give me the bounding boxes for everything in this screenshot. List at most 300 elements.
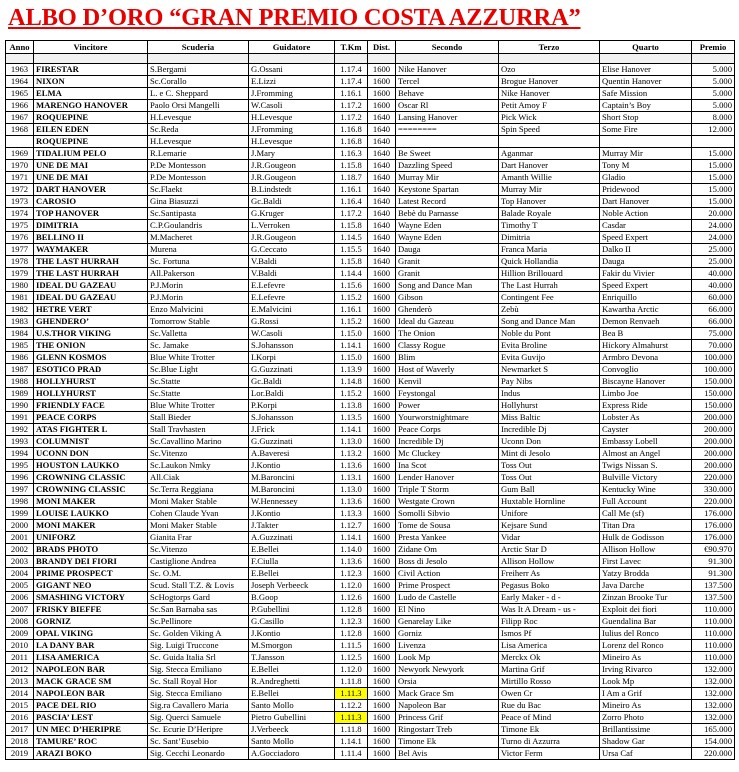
cell-stable: Paolo Orsi Mangelli	[148, 100, 249, 112]
cell-prize: €90.970	[692, 544, 735, 556]
cell-fourth: Twigs Nissan S.	[600, 460, 692, 472]
table-row	[6, 652, 735, 664]
cell-time: 1.11.3	[335, 688, 368, 700]
cell-second: Look Mp	[396, 652, 499, 664]
table-row	[6, 592, 735, 604]
cell-fourth: Casdar	[600, 220, 692, 232]
cell-winner: HOLLYHURST	[34, 388, 148, 400]
cell-distance: 1600	[368, 364, 396, 376]
cell-stable: All.Ciak	[148, 472, 249, 484]
cell-driver: E.Bellei	[249, 544, 335, 556]
cell-stable: C.P.Goulandris	[148, 220, 249, 232]
cell-year: 2016	[6, 712, 34, 724]
cell-second: Civil Action	[396, 568, 499, 580]
cell-distance: 1600	[368, 580, 396, 592]
cell-fourth: Yatzy Brodda	[600, 568, 692, 580]
cell-driver: J.Kontio	[249, 508, 335, 520]
cell-third: Uconn Don	[499, 436, 600, 448]
cell-driver: J.Kontio	[249, 628, 335, 640]
cell-time: 1.15.2	[335, 388, 368, 400]
cell-second: Ludo de Castelle	[396, 592, 499, 604]
cell-driver: E.Bellei	[249, 664, 335, 676]
cell-prize: 110.000	[692, 604, 735, 616]
cell-second: Song and Dance Man	[396, 280, 499, 292]
cell-prize: 15.000	[692, 184, 735, 196]
cell-distance: 1640	[368, 208, 396, 220]
cell-winner: TOP HANOVER	[34, 208, 148, 220]
cell-third: The Last Hurrah	[499, 280, 600, 292]
cell-driver: G.Ceccato	[249, 244, 335, 256]
cell-third: Was It A Dream - us -	[499, 604, 600, 616]
cell-time: 1.12.3	[335, 616, 368, 628]
cell-second: Triple T Storm	[396, 484, 499, 496]
cell-fourth: Call Me (sf)	[600, 508, 692, 520]
cell-time: 1.12.0	[335, 664, 368, 676]
cell-time: 1.12.3	[335, 568, 368, 580]
cell-fourth: Bea B	[600, 328, 692, 340]
cell-stable: R.Lemarie	[148, 148, 249, 160]
cell-driver: L.Verroken	[249, 220, 335, 232]
cell-prize: 70.000	[692, 340, 735, 352]
cell-third: Incredible Dj	[499, 424, 600, 436]
cell-fourth: Noble Action	[600, 208, 692, 220]
cell-year: 1974	[6, 208, 34, 220]
cell-fourth: Cayster	[600, 424, 692, 436]
table-row	[6, 448, 735, 460]
cell-third: Ismos Pf	[499, 628, 600, 640]
cell-distance: 1600	[368, 664, 396, 676]
cell-second: Prime Prospect	[396, 580, 499, 592]
cell-winner: LA DANY BAR	[34, 640, 148, 652]
cell-stable: Blue White Trotter	[148, 352, 249, 364]
cell-winner: ROQUEPINE	[34, 112, 148, 124]
cell-fourth: Iulius del Ronco	[600, 628, 692, 640]
cell-second: Lender Hanover	[396, 472, 499, 484]
cell-third: Nike Hanover	[499, 88, 600, 100]
cell-fourth: Murray Mir	[600, 148, 692, 160]
cell-driver: S.Johansson	[249, 340, 335, 352]
cell-second: Blim	[396, 352, 499, 364]
table-row	[6, 700, 735, 712]
cell-driver: J.Fromming	[249, 124, 335, 136]
cell-stable: M.Macheret	[148, 232, 249, 244]
cell-driver: G.Ossani	[249, 64, 335, 76]
cell-time: 1.15.8	[335, 220, 368, 232]
spacer-cell	[396, 54, 499, 64]
cell-distance: 1600	[368, 748, 396, 760]
table-row	[6, 568, 735, 580]
roll-of-honour-table	[5, 40, 735, 760]
cell-winner: MONI MAKER	[34, 496, 148, 508]
cell-prize: 91.300	[692, 556, 735, 568]
cell-winner: PRIME PROSPECT	[34, 568, 148, 580]
cell-distance: 1600	[368, 400, 396, 412]
cell-second: Latest Record	[396, 196, 499, 208]
table-row	[6, 340, 735, 352]
cell-distance: 1600	[368, 88, 396, 100]
cell-winner: COLUMNIST	[34, 436, 148, 448]
cell-third: Allison Hollow	[499, 556, 600, 568]
cell-second: Westgate Crown	[396, 496, 499, 508]
cell-driver: V.Baldi	[249, 256, 335, 268]
cell-distance: 1600	[368, 652, 396, 664]
cell-year: 1987	[6, 364, 34, 376]
cell-winner: UNE DE MAI	[34, 160, 148, 172]
cell-distance: 1640	[368, 256, 396, 268]
cell-driver: J.Fromming	[249, 88, 335, 100]
cell-fourth: Hickory Almahurst	[600, 340, 692, 352]
cell-winner: GORNIZ	[34, 616, 148, 628]
cell-winner: CAROSIO	[34, 196, 148, 208]
cell-third: Merckx Ok	[499, 652, 600, 664]
col-header-year: Anno	[6, 41, 34, 54]
cell-second: Behave	[396, 88, 499, 100]
cell-winner: ATAS FIGHTER L	[34, 424, 148, 436]
cell-fourth: Lobster As	[600, 412, 692, 424]
cell-driver: E.Malvicini	[249, 304, 335, 316]
cell-stable: Sc.San Barnaba sas	[148, 604, 249, 616]
cell-third: Quick Hollandia	[499, 256, 600, 268]
cell-driver: J.R.Gougeon	[249, 172, 335, 184]
cell-third: Petit Amoy F	[499, 100, 600, 112]
table-row	[6, 472, 735, 484]
cell-prize: 75.000	[692, 328, 735, 340]
cell-winner: UNIFORZ	[34, 532, 148, 544]
cell-stable: Tomorrow Stable	[148, 316, 249, 328]
cell-year: 1964	[6, 76, 34, 88]
cell-year: 2014	[6, 688, 34, 700]
spacer-cell	[249, 54, 335, 64]
page-title: ALBO D’ORO “GRAN PREMIO COSTA AZZURRA”	[8, 4, 581, 31]
cell-second: Yourworstnightmare	[396, 412, 499, 424]
cell-time: 1.13.3	[335, 508, 368, 520]
cell-prize: 24.000	[692, 232, 735, 244]
cell-distance: 1600	[368, 688, 396, 700]
cell-winner: UN MEC D’HERIPRE	[34, 724, 148, 736]
cell-fourth: Speed Expert	[600, 232, 692, 244]
cell-winner: HETRE VERT	[34, 304, 148, 316]
cell-time: 1.12.8	[335, 628, 368, 640]
cell-stable: P.J.Morin	[148, 280, 249, 292]
table-row	[6, 496, 735, 508]
cell-second: Ideal du Gazeau	[396, 316, 499, 328]
spacer-cell	[368, 54, 396, 64]
cell-second: Ringostarr Treb	[396, 724, 499, 736]
cell-distance: 1600	[368, 712, 396, 724]
table-row	[6, 412, 735, 424]
table-row	[6, 184, 735, 196]
cell-year: 1998	[6, 496, 34, 508]
cell-prize: 100.000	[692, 352, 735, 364]
cell-fourth: Java Darche	[600, 580, 692, 592]
cell-time: 1.13.8	[335, 400, 368, 412]
cell-year: 1994	[6, 448, 34, 460]
cell-third: Top Hanover	[499, 196, 600, 208]
cell-prize: 132.000	[692, 688, 735, 700]
cell-fourth: Titan Dra	[600, 520, 692, 532]
cell-second: El Nino	[396, 604, 499, 616]
cell-distance: 1640	[368, 232, 396, 244]
table-row	[6, 208, 735, 220]
cell-prize: 60.000	[692, 292, 735, 304]
cell-distance: 1600	[368, 352, 396, 364]
table-row	[6, 736, 735, 748]
col-header-fourth: Quarto	[600, 41, 692, 54]
cell-winner: NIXON	[34, 76, 148, 88]
cell-driver: E.Lizzi	[249, 76, 335, 88]
table-row	[6, 640, 735, 652]
cell-third: Filipp Roc	[499, 616, 600, 628]
col-header-winner: Vincitore	[34, 41, 148, 54]
cell-driver: J.Takter	[249, 520, 335, 532]
cell-third: Owen Cr	[499, 688, 600, 700]
cell-distance: 1600	[368, 268, 396, 280]
cell-year: 2019	[6, 748, 34, 760]
cell-fourth: Allison Hollow	[600, 544, 692, 556]
cell-fourth: Irving Rivarco	[600, 664, 692, 676]
cell-prize: 132.000	[692, 700, 735, 712]
cell-driver: G.Rossi	[249, 316, 335, 328]
cell-year: 2011	[6, 652, 34, 664]
cell-stable: Sc.Statte	[148, 376, 249, 388]
cell-driver: S.Johansson	[249, 412, 335, 424]
cell-third: Turno di Azzurra	[499, 736, 600, 748]
cell-prize: 154.000	[692, 736, 735, 748]
cell-time: 1.15.6	[335, 280, 368, 292]
cell-winner: DIMITRIA	[34, 220, 148, 232]
cell-year: 2009	[6, 628, 34, 640]
cell-distance: 1640	[368, 172, 396, 184]
cell-stable: Scud. Stall T.Z. & Lovis	[148, 580, 249, 592]
cell-time: 1.11.5	[335, 640, 368, 652]
cell-distance: 1600	[368, 76, 396, 88]
cell-prize: 132.000	[692, 712, 735, 724]
cell-time: 1.16.8	[335, 136, 368, 148]
cell-second: Murray Mir	[396, 172, 499, 184]
cell-second: Oscar Rl	[396, 100, 499, 112]
spacer-cell	[335, 54, 368, 64]
cell-year: 1983	[6, 316, 34, 328]
cell-driver: P.Korpi	[249, 400, 335, 412]
cell-time: 1.11.3	[335, 712, 368, 724]
cell-winner: LOUISE LAUKKO	[34, 508, 148, 520]
cell-third: Toss Out	[499, 472, 600, 484]
cell-prize: 66.000	[692, 304, 735, 316]
cell-winner: THE LAST HURRAH	[34, 268, 148, 280]
cell-time: 1.14.4	[335, 268, 368, 280]
cell-fourth: Zorro Photo	[600, 712, 692, 724]
cell-winner: THE LAST HURRAH	[34, 256, 148, 268]
cell-stable: Sig. Luigi Truccone	[148, 640, 249, 652]
cell-stable: Enzo Malvicini	[148, 304, 249, 316]
cell-stable: H.Levesque	[148, 136, 249, 148]
cell-time: 1.16.3	[335, 148, 368, 160]
cell-driver: E.Bellei	[249, 688, 335, 700]
cell-winner: MARENGO HANOVER	[34, 100, 148, 112]
cell-stable: Sig. Stecca Emiliano	[148, 688, 249, 700]
cell-fourth: Pridewood	[600, 184, 692, 196]
cell-time: 1.13.1	[335, 472, 368, 484]
cell-year: 1992	[6, 424, 34, 436]
table-row	[6, 556, 735, 568]
cell-winner: PEACE CORPS	[34, 412, 148, 424]
cell-stable: Cohen Claude Yvan	[148, 508, 249, 520]
cell-year: 2013	[6, 676, 34, 688]
table-row	[6, 232, 735, 244]
cell-third: Dimitria	[499, 232, 600, 244]
cell-prize: 220.000	[692, 472, 735, 484]
cell-stable: Sc.Flaekt	[148, 184, 249, 196]
cell-driver: A.Guzzinati	[249, 532, 335, 544]
cell-second: Mack Grace Sm	[396, 688, 499, 700]
cell-time: 1.13.0	[335, 484, 368, 496]
cell-stable: Gianita Frar	[148, 532, 249, 544]
cell-winner: BRANDY DEI FIORI	[34, 556, 148, 568]
cell-prize: 5.000	[692, 64, 735, 76]
cell-prize: 20.000	[692, 208, 735, 220]
cell-time: 1.16.1	[335, 304, 368, 316]
cell-stable: Sc.Valletta	[148, 328, 249, 340]
cell-year: 2010	[6, 640, 34, 652]
cell-winner: GLENN KOSMOS	[34, 352, 148, 364]
cell-second: Granit	[396, 256, 499, 268]
cell-stable: Sc. Jamake	[148, 340, 249, 352]
cell-prize: 15.000	[692, 172, 735, 184]
cell-third	[499, 136, 600, 148]
cell-fourth: Exploit dei fiori	[600, 604, 692, 616]
cell-fourth: Hulk de Godisson	[600, 532, 692, 544]
table-spacer-row	[6, 54, 735, 64]
cell-prize: 110.000	[692, 652, 735, 664]
cell-stable: Stall Travhasten	[148, 424, 249, 436]
cell-stable: Sc.Statte	[148, 388, 249, 400]
table-row	[6, 316, 735, 328]
table-row	[6, 292, 735, 304]
cell-distance: 1600	[368, 304, 396, 316]
cell-stable: H.Levesque	[148, 112, 249, 124]
table-row	[6, 172, 735, 184]
cell-second: Incredible Dj	[396, 436, 499, 448]
cell-time: 1.14.1	[335, 424, 368, 436]
cell-fourth: Convoglio	[600, 364, 692, 376]
cell-winner: SMASHING VICTORY	[34, 592, 148, 604]
cell-third: Franca Maria	[499, 244, 600, 256]
cell-winner: NAPOLEON BAR	[34, 688, 148, 700]
cell-time: 1.16.8	[335, 124, 368, 136]
cell-year: 1982	[6, 304, 34, 316]
cell-stable: Blue White Trotter	[148, 400, 249, 412]
cell-third: Aganmar	[499, 148, 600, 160]
cell-stable: Sc.Pellinore	[148, 616, 249, 628]
table-row	[6, 544, 735, 556]
cell-winner: ESOTICO PRAD	[34, 364, 148, 376]
cell-stable: Sc. Sant’Eusebio	[148, 736, 249, 748]
table-row	[6, 148, 735, 160]
cell-winner: OPAL VIKING	[34, 628, 148, 640]
cell-prize: 200.000	[692, 424, 735, 436]
cell-second: Somolli Sibvio	[396, 508, 499, 520]
cell-second: ========	[396, 124, 499, 136]
cell-fourth: Enriquillo	[600, 292, 692, 304]
cell-second: Mc Cluckey	[396, 448, 499, 460]
cell-prize: 176.000	[692, 508, 735, 520]
table-row	[6, 724, 735, 736]
cell-fourth: Captain’s Boy	[600, 100, 692, 112]
cell-prize	[692, 136, 735, 148]
cell-distance: 1600	[368, 520, 396, 532]
cell-prize: 25.000	[692, 256, 735, 268]
cell-distance: 1600	[368, 592, 396, 604]
cell-fourth: Express Ride	[600, 400, 692, 412]
cell-stable: Sc. Fortuna	[148, 256, 249, 268]
table-row	[6, 400, 735, 412]
cell-second: Wayne Eden	[396, 220, 499, 232]
cell-second: Princess Grif	[396, 712, 499, 724]
cell-driver: W.Hennessey	[249, 496, 335, 508]
cell-year: 1990	[6, 400, 34, 412]
cell-prize: 5.000	[692, 76, 735, 88]
cell-time: 1.13.9	[335, 364, 368, 376]
cell-distance: 1640	[368, 112, 396, 124]
table-row	[6, 436, 735, 448]
cell-second: Orsia	[396, 676, 499, 688]
cell-driver: B.Goop	[249, 592, 335, 604]
cell-distance: 1600	[368, 544, 396, 556]
cell-time: 1.16.1	[335, 88, 368, 100]
cell-winner: ELMA	[34, 88, 148, 100]
cell-winner: PASCIA’ LEST	[34, 712, 148, 724]
cell-driver: Gc.Baldi	[249, 376, 335, 388]
cell-winner: MONI MAKER	[34, 520, 148, 532]
table-row	[6, 688, 735, 700]
cell-second: Wayne Eden	[396, 232, 499, 244]
cell-prize: 150.000	[692, 376, 735, 388]
cell-winner: TIDALIUM PELO	[34, 148, 148, 160]
cell-distance: 1640	[368, 124, 396, 136]
cell-winner: PACE DEL RIO	[34, 700, 148, 712]
cell-time: 1.17.4	[335, 76, 368, 88]
cell-year: 2000	[6, 520, 34, 532]
cell-time: 1.17.2	[335, 100, 368, 112]
cell-driver: R.Andreghetti	[249, 676, 335, 688]
cell-winner: ROQUEPINE	[34, 136, 148, 148]
cell-driver: J.R.Gougeon	[249, 160, 335, 172]
cell-stable: Murena	[148, 244, 249, 256]
cell-time: 1.11.8	[335, 724, 368, 736]
cell-distance: 1600	[368, 604, 396, 616]
col-header-second: Secondo	[396, 41, 499, 54]
cell-distance: 1600	[368, 724, 396, 736]
cell-stable: Sc. Golden Viking A	[148, 628, 249, 640]
spacer-cell	[148, 54, 249, 64]
cell-third: Huxtable Hornline	[499, 496, 600, 508]
cell-fourth: Dalko II	[600, 244, 692, 256]
cell-driver: G.Guzzinati	[249, 436, 335, 448]
cell-prize: 91.300	[692, 568, 735, 580]
cell-second: Dauga	[396, 244, 499, 256]
cell-year: 1977	[6, 244, 34, 256]
cell-prize: 132.000	[692, 676, 735, 688]
cell-distance: 1600	[368, 628, 396, 640]
cell-third: Mirtillo Rosso	[499, 676, 600, 688]
cell-driver: P.Gubellini	[249, 604, 335, 616]
cell-stable: Moni Maker Stable	[148, 496, 249, 508]
cell-prize: 220.000	[692, 496, 735, 508]
cell-driver: Gc.Baldi	[249, 196, 335, 208]
cell-year: 1999	[6, 508, 34, 520]
cell-distance: 1640	[368, 136, 396, 148]
table-row	[6, 268, 735, 280]
